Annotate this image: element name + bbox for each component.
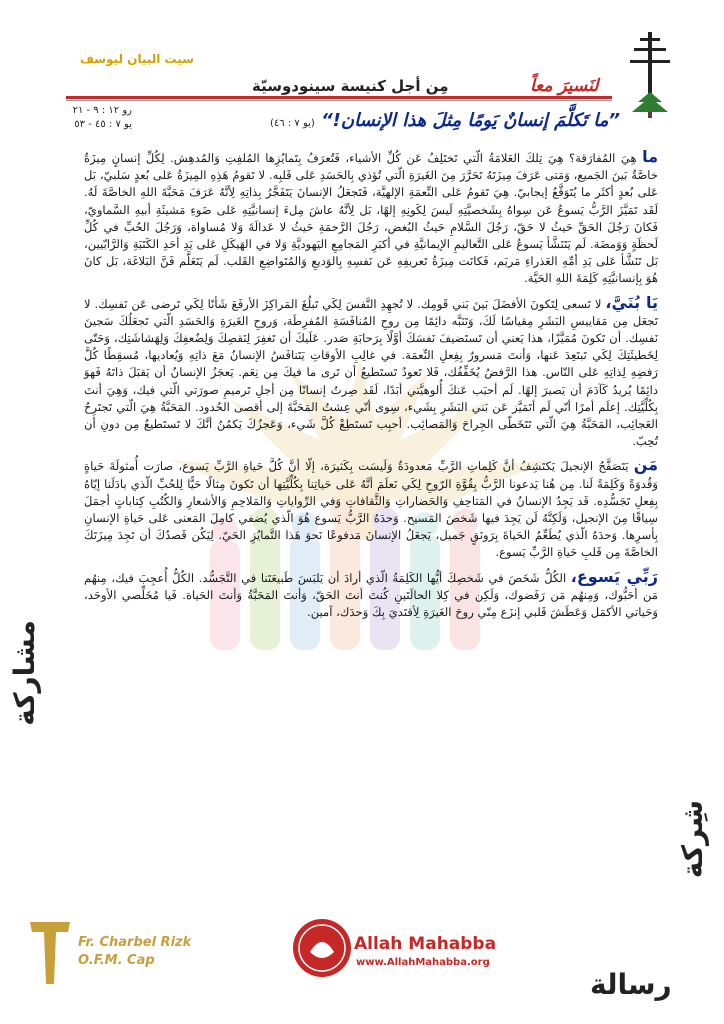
top-author-label: سيت البيان ليوسف: [80, 52, 194, 66]
paragraph-2-text: لا تَسعى لِتَكونَ الأفضَلَ بَينَ بَني قَومِك. لا تُجهِدِ النَّفسَ لِكَي تَبلُغَ المَراكِزَ الأرفَعَ شَأنًا لِكَي تَرضى عَن نَفسِك. لا تَجعَل مِن مَقاييسِ البَشَرِ مِقياسًا لَكَ، وَتَنَبَّه دائِمًا مِن روحِ المُنافَسَةِ المُفرِطَة، وَروحِ الغَيرَةِ وَالحَسَدِ الّتي تَجعَلُكَ سَجينَ نَفسِك. أن تَكونَ مُمَيَّزًا، هذا يَعني أن تَستَضيفَ نَفسَكَ أوَّلًا بِرَحابَةِ صَدر. عَلَيكَ أن تَغفِرَ لِنَقصِكَ وَلِضُعفِكَ وَلِهَشاشَتِك، وَحَتّى لِخَطيئَتِكَ لِكَي تَبتَعِدَ عَنها، وَأنتَ مَسرورٌ بِفِعلِ النِّعمَة. في غالِبِ الأوقاتِ يَتَنافَسُ الإنسانُ مَعَ ذاتِهِ وَيُعاديها، مُسقِطًا كُلَّ رَفضِهِ لِذاتِهِ عَلى النّاس. هذا الرَّفضُ يُخَفِّفُك، فَلا تَعودُ تَستَطيعُ أن تَرى ما فيكَ مِن نِعَم. يَعجَزُ الإنسانُ أن يَقبَلَ ذاتَهُ فَهوَ دائِمًا يُريدُ كَآدَمَ أن يَصيرَ إلهًا. لَم أحبَب عَنكَ أُلوهيَّتي أبَدًا، لَقَد صِرتُ إنسانًا مِن أجلِ تَرميمِ صورَتي الّتي فيك، وَهِيَ أنتَ بِكُلِّيَّتِك. إعلَم أمرًا أنّي لَم أتَمَيَّز عَن بَني البَشَرِ بِشَيء، سِوى أنّي عِشتُ المَحَبَّةَ إلى أقصى الحُدود. المَحَبَّةُ هِيَ الّتي تَجتَرِحُ العَجائِب، المَحَبَّةُ هِيَ الّتي تَتَخَطّى الجِراحَ وَالمَصائِب. أحبِب تَستَطِعْ كُلَّ شَيء، وَعَجزُكَ يَكمُنُ أنَّكَ لا تَستَطيعُ مِن دونِ أن تُحِبّ.: [84, 296, 658, 449]
maronite-cross-icon: [630, 32, 670, 94]
header-divider: [66, 96, 612, 99]
website-link[interactable]: www.AllahMahabba.org: [356, 957, 490, 968]
page-title: [150, 110, 620, 131]
paragraph-1-lead: ما: [642, 147, 659, 166]
reference-john: يو ٧ : ٤٥ - ٥٣: [74, 119, 132, 130]
side-word-participation: مشاركة: [8, 620, 41, 726]
title-text: ”ما تَكلَّمَ إنسانٌ يَومًا مِثلَ هذا الإنسان!“: [321, 110, 620, 131]
meditation-body: [84, 148, 658, 627]
paragraph-3-text: يَتَصَفَّحُ الإنجيلَ يَكتَشِفُ أنَّ كَلِماتِ الرَّبِّ مَعدودَةٌ وَلَيسَت بِكَثيرَة، إلّا أنَّ كُلَّ حَياةِ الرَّبِّ يَسوع، صارَت أُمثولَةَ حَياةٍ وَقُدوَةً وَكَلِمَةً لَنا. مِن هُنا يَدعونا الرَّبُّ بِقُوَّةِ الرّوحِ لِكَي نَعلَمَ أنَّهُ عَلى حَياتِنا بِكُلِّيَّتِها أن تَكونَ مِثالًا حَيًّا لِلحُبِّ الّذي بادَلَنا إيّاهُ بِفِعلِ تَجَسُّدِه. قَد يَجِدُ الإنسانُ في المَتاحِفِ وَالحَضاراتِ وَالثَّقافاتِ وَفي الرِّواياتِ وَالمَلاحِمِ وَالأشعارِ وَالكُتُبِ كِتاباتٍ أجمَلَ سِياقًا مِنَ الإنجيل، وَلَكِنَّهُ لَن يَجِدَ فيها شَخصَ المَسيح. وَحدَهُ الرَّبُّ يَسوع هُوَ الّذي يُضفي كامِلَ المَعنى عَلى حَياةِ الإنسانِ بِأسرِها. وَحدَهُ الّذي يُطَعِّمُ الحَياةَ بِرَونَقٍ جَميل، يَجعَلُ الإنسانَ مَدفوعًا نَحوَ هَذا التَّمايُزِ الحَيّ. لِيَكُن قَصدُكَ أن تَجِدَ مِيزَتَكَ الخاصَّةَ مِن قَلبِ حَياةِ الرَّبِّ يَسوع.: [84, 459, 658, 560]
paragraph-4-text: الكُلُّ شَخَصَ في شَخصِكَ أيُّها الكَلِمَةُ الّذي أرادَ أن يَلبَسَ طَبيعَتَنا في التَّجَسُّد. الكُلُّ أُعجِبَ فيك، مِنهُم مَن أحَبُّوك، وَمِنهُم مَن رَفَضوك، وَلَكِن في كِلا الحالَتَينِ كُنتَ أنتَ الحَقّ، وَأنتَ المَحَبَّةُ وَأنتَ الحَياة. فَيا مُخَلِّصي الأوحَد، وَحَياتي الأكمَل وَعَطَشَ قَلبي إنزَع مِنّي روحَ الغَيرَةِ لِأقتَديَ بِكَ وَحدَك، آمين.: [84, 570, 658, 620]
paragraph-2: [84, 294, 658, 451]
allah-mahabba-seal-icon: [292, 918, 352, 978]
header-divider-thin: [66, 100, 612, 101]
paragraph-3: [84, 456, 658, 561]
slogan: لنَسيرَ معاً: [530, 76, 599, 96]
reference-romans: رو ١٢ : ٩ - ٢١: [72, 105, 132, 116]
paragraph-2-lead: يَا بُنَيَّ،: [605, 292, 659, 312]
paragraph-4: [84, 568, 658, 622]
brand-name: Allah Mahabba: [354, 934, 497, 954]
paragraph-4-lead: رَبِّي يَسوع،: [570, 566, 659, 586]
signature-name: Fr. Charbel Rizk: [78, 935, 192, 950]
paragraph-3-lead: مَن: [633, 455, 658, 475]
side-word-communion: شِركة: [676, 800, 709, 879]
author-signature: [78, 934, 191, 970]
campaign-title: مِن أجل كنيسة سينودوسيّة: [252, 77, 449, 95]
scripture-references: [62, 104, 132, 132]
title-reference: (يو ٧ : ٤٦): [270, 118, 315, 129]
tau-cross-icon: [28, 918, 72, 988]
signature-order: O.F.M. Cap: [78, 953, 155, 968]
cedar-icon: [628, 92, 672, 118]
paragraph-1: [84, 148, 658, 288]
side-word-mission: رسالة: [590, 968, 672, 1001]
paragraph-1-text: هِيَ المُفارَقة؟ هِيَ تِلكَ العَلامَةُ الّتي تَختَلِفُ عَن كُلِّ الأشياء، فَتُعرَفُ بِتَمايُزِها المُلفِتِ وَالمُدهِش. لِكُلِّ إنسانٍ مِيزَةٌ خاصَّةٌ بَينَ الجَميع، وَمَتى عَرَفَ مِيزَتَهُ تَحَرَّرَ مِنَ الغَيرَةِ الّتي تُؤذي بِالحَسَدِ عَلى قَلبِه. لا تَقومُ هَذِهِ المِيزَةُ عَلى بُعدٍ سَلبيّ، بَل عَلى بُعدٍ أكثَر ما يُتَوَقَّعُ إيجابيّ. هِيَ تَقومُ عَلى النِّعمَةِ الإلهيَّة، فَتَجعَلُ الإنسانَ يَتَفَجَّرُ بِذاتِهِ لِأنَّهُ عَرَفَ مَحَبَّةَ اللهِ الخاصَّةَ لَهُ. لَقَد تَمَيَّزَ الرَّبُّ يَسوعُ عَن سِواهُ بِشَخصيَّتِهِ لَيسَ لِكَونِهِ إلهًا، بَل لِأنَّهُ عاشَ مِلءَ إنسانيَّتِهِ عَلى ضَوءِ مَشيئَةِ أبيهِ السَّماويّ، فَكانَ رَجُلَ الحَقِّ حَيثُ لا حَقّ، رَجُلَ السَّلامِ حَيثُ البُغض، رَجُلَ الرَّحمَةِ حَيثُ لا عَدالَةَ وَلا مُساواة، وَرَجُلَ الحُبِّ في كُلِّ لَحظَةٍ وَوَمضَة. لَم يَتَنَشَّأ يَسوعُ عَلى التَّعاليمِ الإيمانيَّةِ في أكبَرِ المَجامِعِ اليَهوديَّةِ وَلا في الهَيكَلِ عَلى يَدِ أحَدِ الكَتَبَةِ وَالرَّابّيين، بَل تَنَشَّأ عَلى يَدِ أمِّهِ العَذراءِ مَريَم، فَكانَت مِيزَةُ تَعريفِهِ عَن نَفسِهِ بِالوَديعِ وَالمُتَواضِعِ القَلب. لَم يَتَعَلَّم فَنَّ البَلاغَة، بَل كانَ هُوَ بِإنسانيَّتِهِ كَلِمَةَ اللهِ الحَيَّة.: [84, 151, 658, 286]
